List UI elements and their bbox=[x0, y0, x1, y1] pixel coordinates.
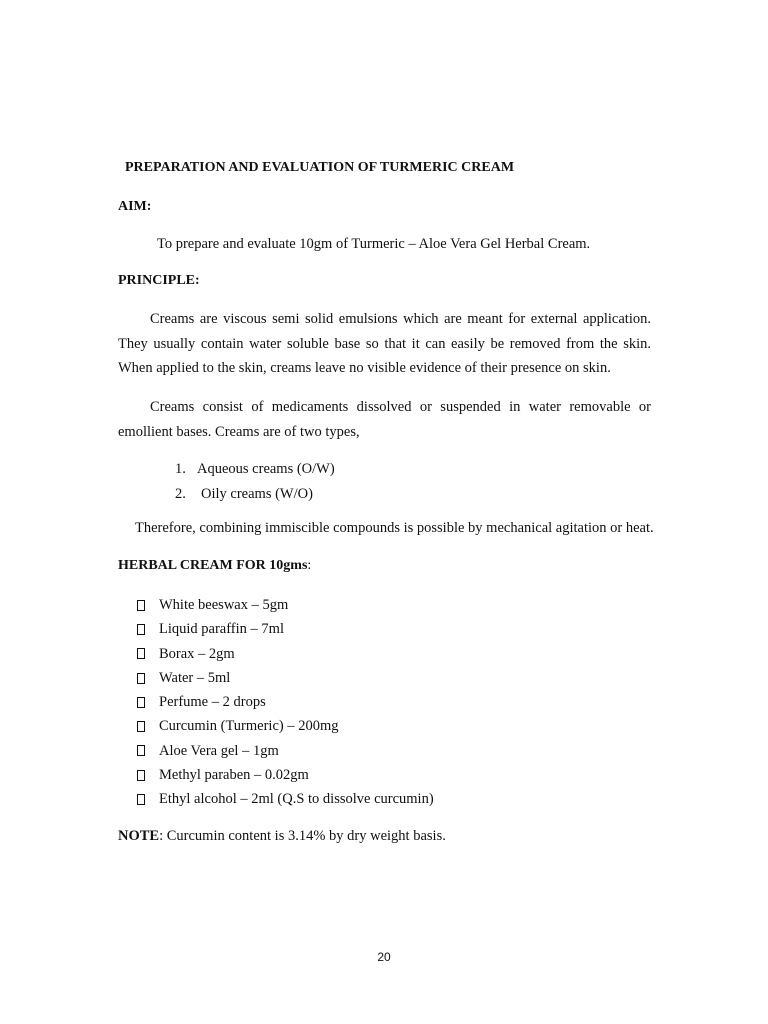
list-item-label: Aqueous creams (O/W) bbox=[197, 461, 335, 477]
list-number: 2. bbox=[175, 486, 186, 502]
list-item bbox=[137, 714, 434, 738]
list-item bbox=[137, 690, 434, 714]
bullet-box-icon bbox=[137, 794, 145, 805]
bullet-box-icon bbox=[137, 600, 145, 611]
ingredient-label: Ethyl alcohol – 2ml (Q.S to dissolve curcumin) bbox=[159, 791, 434, 808]
ingredient-label: Curcumin (Turmeric) – 200mg bbox=[159, 718, 339, 735]
ingredient-label: White beeswax – 5gm bbox=[159, 597, 289, 613]
note-label: NOTE bbox=[118, 828, 160, 844]
aim-heading: AIM: bbox=[118, 199, 152, 214]
bullet-box-icon bbox=[137, 648, 145, 659]
aim-text: To prepare and evaluate 10gm of Turmeric – Aloe Vera Gel Herbal Cream. bbox=[157, 236, 591, 252]
bullet-box-icon bbox=[137, 770, 145, 781]
herbal-cream-heading-colon: : bbox=[307, 558, 312, 573]
ingredient-label: Perfume – 2 drops bbox=[159, 694, 266, 711]
list-item bbox=[137, 617, 434, 641]
list-item bbox=[137, 666, 434, 690]
herbal-cream-heading-label: HERBAL CREAM FOR 10gms bbox=[118, 558, 308, 573]
bullet-box-icon bbox=[137, 745, 145, 756]
ingredient-label: Liquid paraffin – 7ml bbox=[159, 621, 284, 638]
ingredients-list bbox=[137, 593, 434, 812]
list-number: 1. bbox=[175, 461, 186, 477]
list-item bbox=[137, 763, 434, 787]
list-item bbox=[137, 593, 434, 617]
therefore-text: Therefore, combining immiscible compounds is possible by mechanical agitation or heat. bbox=[135, 520, 654, 536]
principle-heading: PRINCIPLE: bbox=[118, 273, 200, 288]
bullet-box-icon bbox=[137, 673, 145, 684]
page-number: 20 bbox=[377, 950, 391, 964]
list-item-label: Oily creams (W/O) bbox=[201, 486, 313, 502]
ingredient-label: Methyl paraben – 0.02gm bbox=[159, 767, 309, 784]
list-item bbox=[175, 457, 335, 482]
bullet-box-icon bbox=[137, 624, 145, 635]
bullet-box-icon bbox=[137, 697, 145, 708]
ingredient-label: Borax – 2gm bbox=[159, 645, 235, 662]
ingredient-label: Aloe Vera gel – 1gm bbox=[159, 742, 279, 759]
note bbox=[118, 828, 446, 845]
cream-types-list bbox=[175, 457, 335, 507]
list-item bbox=[175, 482, 335, 507]
list-item bbox=[137, 787, 434, 811]
document-title: PREPARATION AND EVALUATION OF TURMERIC CREAM bbox=[125, 160, 515, 175]
list-item bbox=[137, 739, 434, 763]
herbal-cream-heading bbox=[118, 558, 311, 574]
ingredient-label: Water – 5ml bbox=[159, 669, 231, 686]
bullet-box-icon bbox=[137, 721, 145, 732]
principle-paragraph-2: Creams consist of medicaments dissolved or suspended in water removable or emollient bases. Creams are of two types, bbox=[118, 399, 651, 440]
principle-paragraph-1: Creams are viscous semi solid emulsions which are meant for external application. They usually contain water soluble base so that it can easily be removed from the skin. When applied to the skin, creams leave no visible evidence of their presence on skin. bbox=[118, 311, 651, 376]
list-item bbox=[137, 642, 434, 666]
note-text: : Curcumin content is 3.14% by dry weight basis. bbox=[159, 828, 446, 844]
